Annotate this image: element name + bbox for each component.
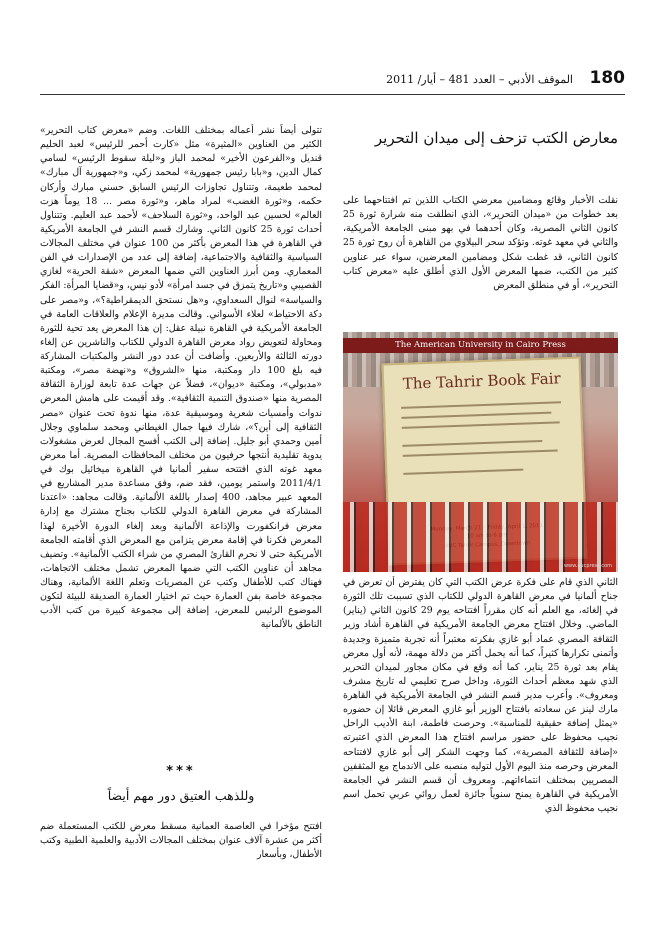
- left-column: [40, 124, 322, 808]
- poster-text-line: [401, 412, 551, 419]
- poster-text-line: [402, 421, 560, 429]
- poster-text-line: [402, 440, 542, 447]
- photo-watermark: www.aucpress.com: [563, 563, 612, 569]
- second-article-text: افتتح مؤخرا في العاصمة العمانية مسقط معرض للكتب المستعملة ضم أكثر من عشرة آلاف عنوان بمختلف المجالات الأدبية والعلمية الطبية وكتب الأطفال، وبأسعار: [40, 821, 322, 861]
- second-article-title: وللذهب العتيق دور مهم أيضاً: [107, 788, 255, 803]
- second-article: [40, 820, 322, 892]
- page-header: [40, 66, 625, 95]
- section-divider: ***: [166, 764, 196, 779]
- article-intro-text: نقلت الأخبار وقائع ومضامين معرضي الكتاب اللذين تم افتتاحهما على بعد خطوات من «ميدان التحرير»، الذي انطلقت منه شرارة ثورة 25 كانون الثاني المصرية، وكان أحدهما في بهو مبنى الجامعة الأمريكية، والثاني في معهد غوته. وتؤكد سحر البيلاوي من القاهرة أن روح ثورة 25 كانون الثاني، قد غطت شكل ومضامين المعرضين، سواء عبر عناوين كثير من الكتب، ضمها المعرض الأول الذي أطلق عليه «معرض كتاب التحرير»، أو في منطلق المعرض: [343, 195, 618, 291]
- article-continuation-text: الثاني الذي قام على فكرة عرض الكتب التي كان يفترض أن تعرض في جناح ألمانيا في معرض القاهرة الدولي للكتاب الذي تسببت تلك الثورة في إلغائه، مع العلم أنه كان مقرراً افتتاحه يوم 29 كانون الثاني (يناير) الماضي. وخلال افتتاح معرض الجامعة الأمريكية في القاهرة أشاد وزير الثقافة المصري عماد أبو غازي بفكرته معتبراً أنه تجربة متميزة وجديدة وأتمنى تكرارها كثيراً، كما أنه يحمل أكثر من دلالة مهمة، لأنه أول معرض يقام بعد ثورة 25 يناير، كما أنه وقع في مكان مجاور لميدان التحرير الذي شهد معظم أحداث الثورة، وداخل صرح تعليمي له تاريخ مشرف ومعروف». وأعرب مدير قسم النشر في الجامعة الأمريكية في القاهرة مارك لينز عن سعادته بافتتاح الوزير أبو غازي المعرض قائلا إن حضوره «يمثل إضافة حقيقية للمناسبة». وحرصت فاطمة، ابنة الأديب الراحل نجيب محفوظ على حضور مراسم افتتاح هذا المعرض الذي اعتبرته «إضافة للثقافة المصرية»، كما وجهت الشكر إلى أبو غازي لافتتاحه المعرض وحرصه منذ اليوم الأول لتوليه منصبه على الاندماج مع المثقفين المصريين بمختلف انتماءاتهم. ومعروف أن قسم النشر في الجامعة الأمريكية في القاهرة يمنح سنوياً جائزة لعمل روائي عربي تحمل اسم نجيب محفوظ الذي: [343, 577, 618, 814]
- page-number: 180: [589, 68, 625, 88]
- article-continuation: [343, 576, 618, 886]
- article-intro: [343, 194, 618, 324]
- left-column-text: تتولى أيضاً نشر أعماله بمختلف اللغات. وضم «معرض كتاب التحرير» الكثير من العناوين «المثيرة» مثل «كارت أحمر للرئيس» لعبد الحليم قنديل و«الفرعون الأخير» لمحمد الباز و«ليلة سقوط الرئيس» لسامي كمال الدين، و«بابا رئيس جمهورية» لمحمد زكي، و«جمهورية آل مبارك» لمحمد طعيمة، وتتناول تجاوزات الرئيس السابق حسني مبارك وأركان حكمه، و«ثورة الغضب» لمراد ماهر، و«ثورة مصر ... 18 يوماً هزت العالم» لحسين عبد الواحد، و«ثورة السلاحف» لأحمد عبد العليم. وتتناول أحداث ثورة 25 كانون الثاني. وشارك قسم النشر في الجامعة الأمريكية في القاهرة في هذا المعرض بأكثر من 100 عنوان في مختلف المجالات السياسية والثقافية والاجتماعية، إضافة إلى عدد من الإصدارات في الفن المعماري. ومن أبرز العناوين التي ضمها المعرض «شقة الحرية» لغازي القصيبي و«تاريخ يتمزق في جسد امرأة» لأدو نيس، و«قضايا المرأة: الفكر والسياسة» لنوال السعداوي، و«هل نستحق الديمقراطية؟»، و«مصر على دكة الاحتياط» لعلاء الأسواني. وقالت مديرة الإعلام والعلاقات العامة في الجامعة الأمريكية في القاهرة نبيلة عقل: إن هذا المعرض يعد تحية للثورة ومحاولة لتعويض رواد معرض القاهرة الدولي للكتاب والناشرين عن إلغاء دورته الثالثة والأربعين. وأضافت أن عدد دور النشر والمكتبات المشاركة فيه بلغ 100 دار ومكتبة، منها «الشروق» و«نهضة مصر»، ومكتبة «مدبولي»، ومكتبة «ديوان»، فضلاً عن جهات عدة تابعة لوزارة الثقافة المصرية منها «صندوق التنمية الثقافية». وقد أقيمت على هامش المعرض ندوات وأمسيات شعرية وموسيقية عدة، منها ندوة تحت عنوان «مصر الثقافية إلى أين؟»، شارك فيها جمال الغيطاني ومحمد سلماوي وجلال أمين وحمدي أبو جليل. إضافة إلى الكتب أفسح المجال لعرض مشغولات يدوية تقليدية أنتجها حرفيون من مختلف المحافظات المصرية. أما معرض معهد غوته الذي افتتحه سفير ألمانيا في القاهرة ميخائيل بوك في 2011/4/1 واستمر يومين، فقد ضم، وفق مساعدة مدير المشاريع في المعهد عبير مجاهد، 400 إصدار باللغة الألمانية. وقالت مجاهد: «اعتدنا المشاركة في معرض القاهرة الدولي للكتاب بجناح مشترك مع إدارة معرض فرانكفورت والإذاعة الألمانية وبعد إلغاء الدورة الأخيرة لهذا المعرض فكرنا في إقامة معرض يتزامن مع المعرض الذي أقامته الجامعة الأمريكية حتى لا نحرم القارئ المصري من شراء الكتب الألمانية». وتضيف مجاهد أن عناوين الكتب التي ضمها المعرض تشمل مختلف الاتجاهات، فهناك كتب للأطفال وكتب عن المصريات وتعلم اللغة الألمانية، وهناك مجموعة خاصة بفن العمارة حيث تم اختيار العمارة الصديقة للبيئة لتكون الموضوع الرئيس للمعرض، إضافة إلى مجموعة كبيرة من كتب الأدب الناطق بالألمانية: [40, 125, 322, 631]
- poster-text-line: [403, 449, 558, 456]
- running-title: الموقف الأدبي – العدد 481 – أيار/ 2011: [386, 73, 573, 86]
- crowd-flags: [343, 502, 618, 572]
- poster-text-line: [401, 401, 561, 409]
- poster-text-line: [403, 469, 523, 475]
- photo-banner: The American University in Cairo Press: [343, 338, 618, 353]
- poster-title: The Tahrir Book Fair: [402, 369, 561, 393]
- book-fair-photo: [343, 332, 618, 572]
- article-title: معارض الكتب تزحف إلى ميدان التحرير: [374, 129, 618, 147]
